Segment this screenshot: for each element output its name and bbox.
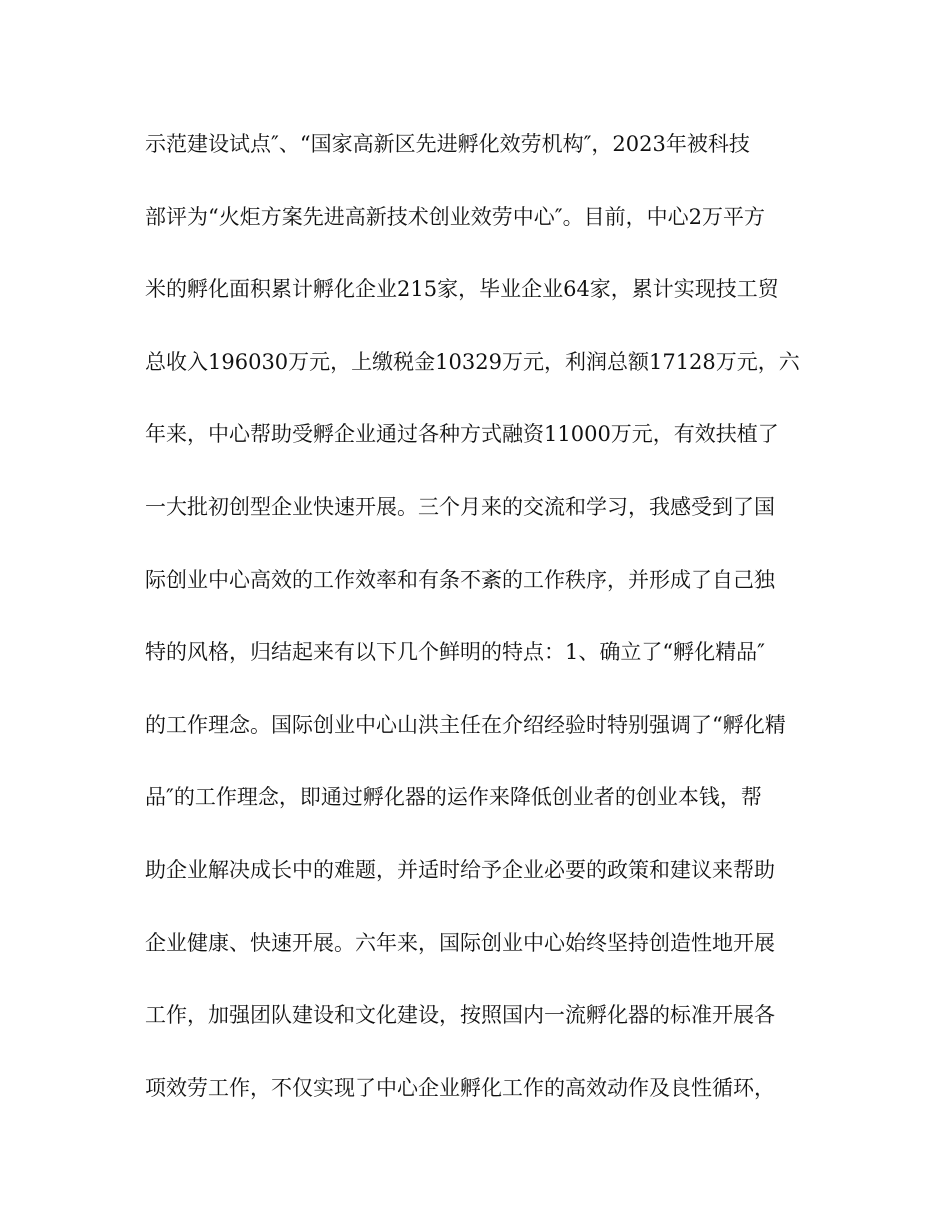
text-line-3: 米的孵化面积累计孵化企业215家，毕业企业64家，累计实现技工贸 xyxy=(145,277,779,302)
text-line-1: 示范建设试点″、“国家高新区先进孵化效劳机构″，2023年被科技 xyxy=(145,132,750,156)
text-line-6: 一大批初创型企业快速开展。三个月来的交流和学习，我感受到了国 xyxy=(145,494,775,519)
text-line-4: 总收入196030万元，上缴税金10329万元，利润总额17128万元，六 xyxy=(145,349,800,374)
text-line-8: 特的风格，归结起来有以下几个鲜明的特点：1、确立了“孵化精品″ xyxy=(145,640,765,665)
text-line-13: 工作，加强团队建设和文化建设，按照国内一流孵化器的标准开展各 xyxy=(145,1003,775,1028)
text-line-2: 部评为“火炬方案先进高新技术创业效劳中心″。目前，中心2万平方 xyxy=(145,204,765,229)
text-line-14: 项效劳工作，不仅实现了中心企业孵化工作的高效动作及良性循环， xyxy=(145,1075,775,1100)
body-text xyxy=(145,124,815,1140)
text-line-5: 年来，中心帮助受孵企业通过各种方式融资11000万元，有效扶植了 xyxy=(145,422,779,447)
text-line-7: 际创业中心高效的工作效率和有条不紊的工作秩序，并形成了自己独 xyxy=(145,567,775,592)
text-line-11: 助企业解决成长中的难题，并适时给予企业必要的政策和建议来帮助 xyxy=(145,857,775,882)
text-line-12: 企业健康、快速开展。六年来，国际创业中心始终坚持创造性地开展 xyxy=(145,930,775,955)
text-line-10: 品″的工作理念，即通过孵化器的运作来降低创业者的创业本钱，帮 xyxy=(145,785,762,810)
text-line-9: 的工作理念。国际创业中心山洪主任在介绍经验时特别强调了“孵化精 xyxy=(145,712,786,737)
